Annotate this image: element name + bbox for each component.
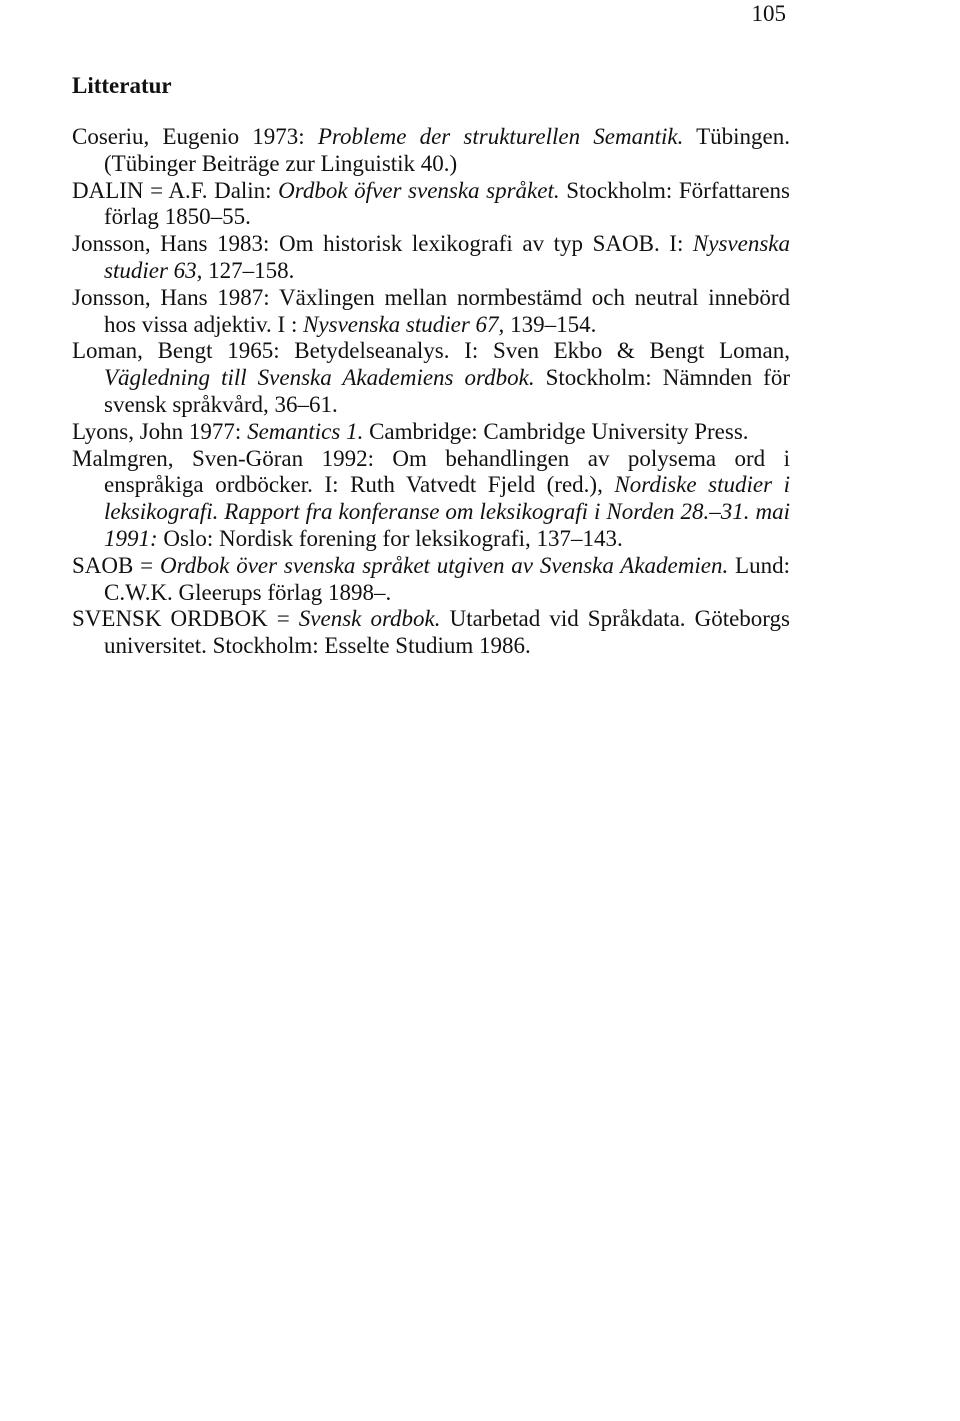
reference-text: Jonsson, Hans 1987: Växlingen mellan normbestämd och neutral innebörd hos vissa adjektiv. I : bbox=[72, 284, 790, 337]
reference-text: DALIN = A.F. Dalin: bbox=[72, 177, 279, 203]
page-number: 105 bbox=[751, 1, 786, 26]
reference-text: SVENSK ORDBOK = bbox=[72, 606, 299, 632]
reference-title: Vägledning till Svenska Akademiens ordbok. bbox=[104, 365, 535, 391]
reference-entry bbox=[72, 419, 790, 446]
reference-text: 139–154. bbox=[504, 311, 597, 337]
reference-text: Jonsson, Hans 1983: Om historisk lexikografi av typ SAOB. I: bbox=[72, 231, 693, 257]
reference-entry bbox=[72, 285, 790, 339]
reference-title: Svensk ordbok. bbox=[298, 606, 441, 632]
reference-title: Nordiske studier i leksikografi. Rapport fra konferanse om leksikografi i Norden 28.–31. mai 1991: bbox=[104, 472, 790, 551]
reference-entry bbox=[72, 553, 790, 607]
reference-entry bbox=[72, 606, 790, 660]
reference-text: Oslo: Nordisk forening for leksikografi, 137–143. bbox=[157, 525, 623, 551]
reference-entry bbox=[72, 178, 790, 232]
reference-text: Tübingen. (Tübinger Beiträge zur Linguistik 40.) bbox=[104, 124, 790, 176]
reference-text: 127–158. bbox=[202, 257, 295, 283]
reference-text: Utarbetad vid Språkdata. Göteborgs universitet. Stockholm: Esselte Studium 1986. bbox=[104, 606, 791, 659]
reference-entry bbox=[72, 124, 790, 178]
reference-title: Probleme der strukturellen Semantik. bbox=[317, 124, 684, 149]
reference-list bbox=[72, 124, 790, 660]
reference-text: Lyons, John 1977: bbox=[72, 418, 248, 444]
reference-text: Malmgren, Sven-Göran 1992: Om behandlingen av polysema ord i enspråkiga ordböcker. I: Ruth Vatvedt Fjeld (red.), bbox=[72, 445, 790, 498]
page-title: Litteratur bbox=[72, 73, 172, 98]
reference-text: SAOB = bbox=[72, 552, 160, 578]
reference-text: Cambridge: Cambridge University Press. bbox=[363, 418, 749, 444]
reference-title: Nysvenska studier 67, bbox=[303, 311, 505, 337]
reference-title: Semantics 1. bbox=[247, 418, 364, 444]
reference-title: Nysvenska studier 63, bbox=[104, 231, 790, 283]
reference-entry bbox=[72, 446, 790, 553]
reference-text: Coseriu, Eugenio 1973: bbox=[72, 124, 318, 149]
reference-text: Loman, Bengt 1965: Betydelseanalys. I: Sven Ekbo & Bengt Loman, bbox=[72, 338, 790, 364]
reference-entry bbox=[72, 231, 790, 285]
reference-title: Ordbok öfver svenska språket. bbox=[278, 177, 560, 203]
reference-entry bbox=[72, 338, 790, 418]
reference-text: Lund: C.W.K. Gleerups förlag 1898–. bbox=[104, 552, 790, 605]
reference-title: Ordbok över svenska språket utgiven av Svenska Akademien. bbox=[159, 552, 729, 578]
reference-text: Stockholm: Nämnden för svensk språkvård, 36–61. bbox=[104, 365, 790, 417]
reference-text: Stockholm: Författarens förlag 1850–55. bbox=[104, 177, 790, 230]
